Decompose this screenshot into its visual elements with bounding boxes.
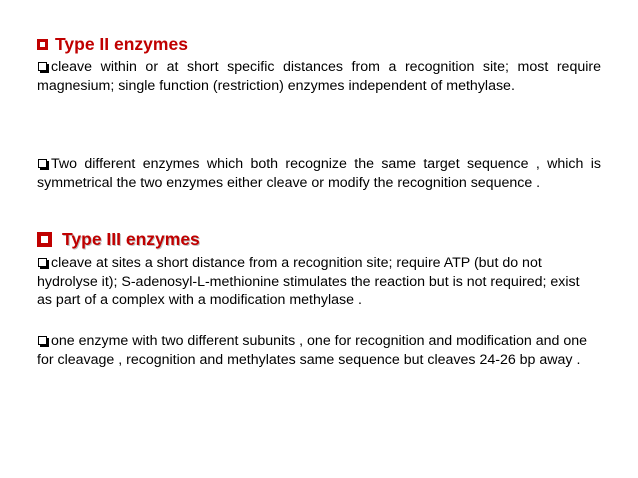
- section-heading-type-ii: [37, 33, 188, 55]
- square-bullet-icon: [37, 232, 52, 247]
- bullet-paragraph: [37, 155, 601, 192]
- bullet-text: one enzyme with two different subunits , one for recognition and modification and one for cleavage , recognition and methylates same sequence but cleaves 24-26 bp away .: [37, 333, 588, 368]
- bullet-text: cleave within or at short specific distances from a recognition site; most require magnesium; single function (restriction) enzymes independent of methylase.: [37, 59, 601, 94]
- bullet-text: Two different enzymes which both recognize the same target sequence , which is symmetrical the two enzymes either cleave or modify the recognition sequence .: [37, 156, 601, 191]
- bullet-paragraph: [37, 254, 597, 310]
- bullet-paragraph: [37, 58, 601, 95]
- bullet-text: cleave at sites a short distance from a recognition site; require ATP (but do not hydrolyse it); S-adenosyl-L-methionine stimulates the reaction but is not required; exist as part of a complex with a modification methylase .: [37, 255, 580, 308]
- section-heading-text: Type II enzymes: [55, 34, 188, 54]
- checkbox-bullet-icon: [38, 159, 47, 168]
- checkbox-bullet-icon: [38, 336, 47, 345]
- checkbox-bullet-icon: [38, 62, 47, 71]
- section-heading-text: Type III enzymes: [62, 229, 200, 249]
- section-heading-type-iii: [37, 228, 200, 250]
- bullet-paragraph: [37, 332, 597, 369]
- square-bullet-icon: [37, 39, 48, 50]
- checkbox-bullet-icon: [38, 258, 47, 267]
